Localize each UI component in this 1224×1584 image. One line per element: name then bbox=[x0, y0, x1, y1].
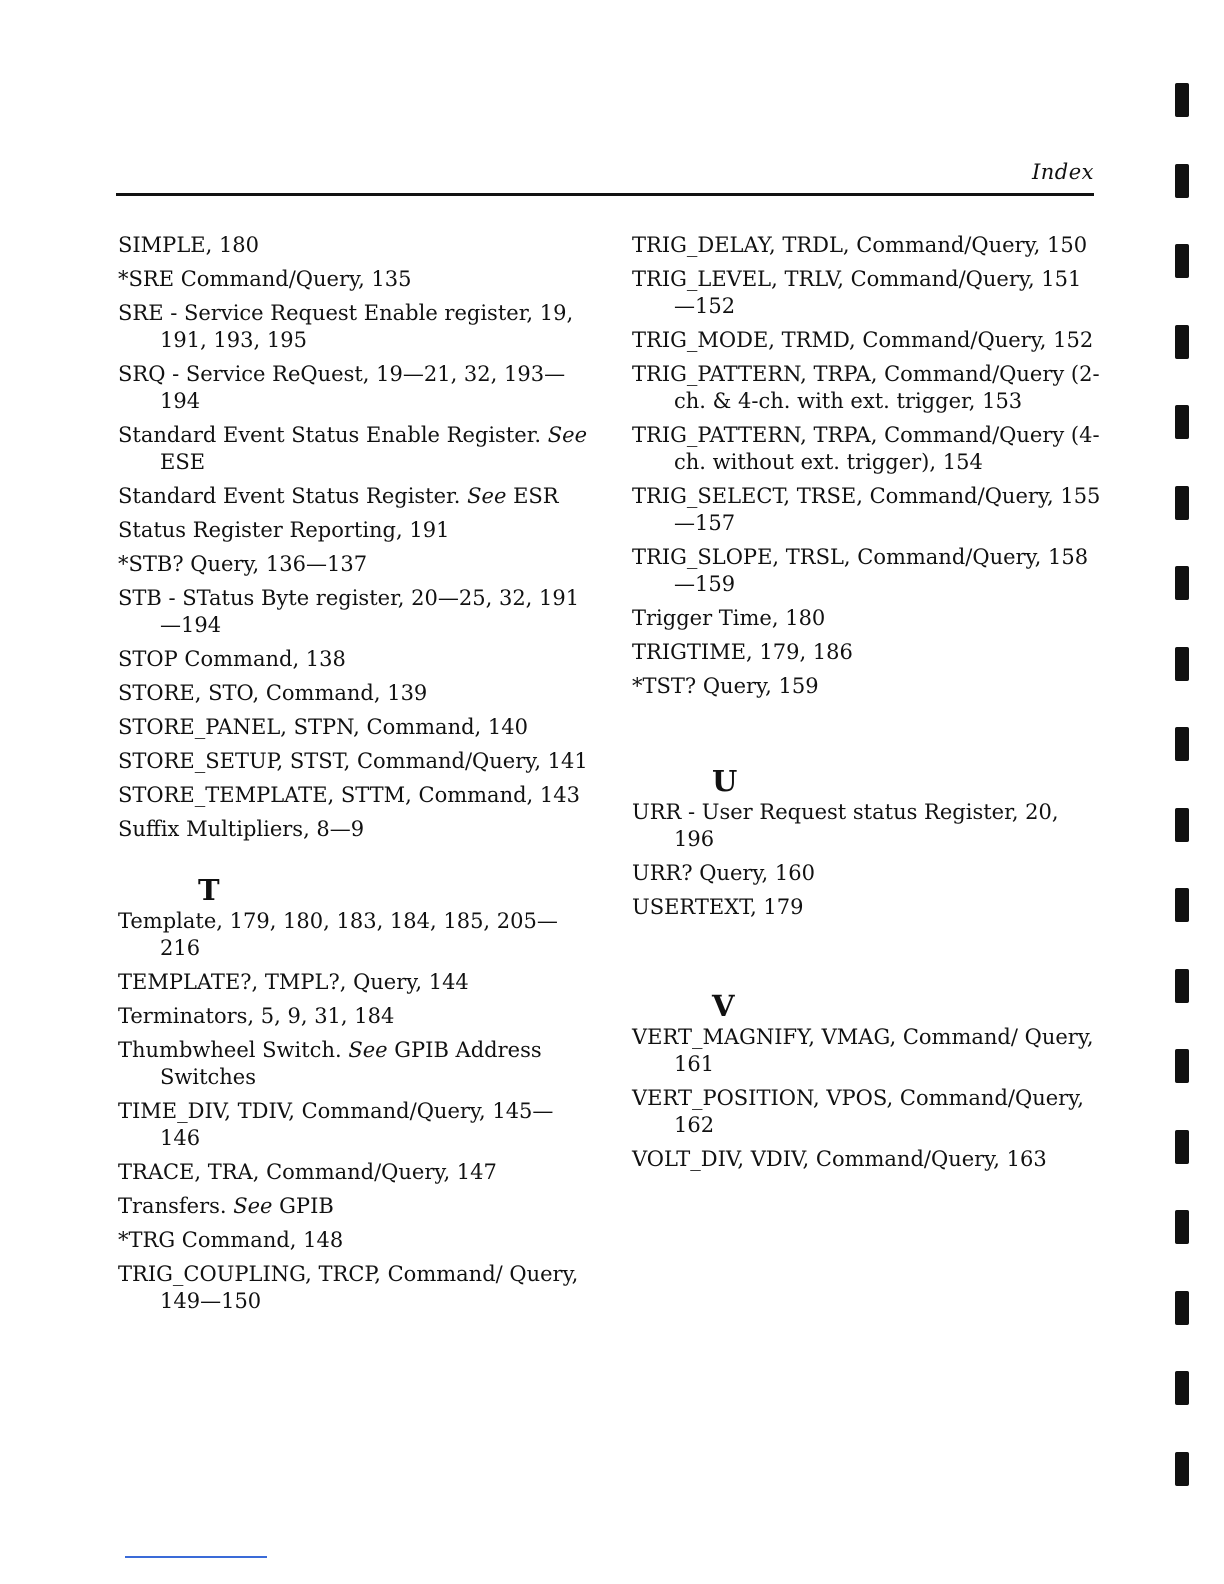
edge-tab-mark bbox=[1175, 325, 1189, 359]
index-entry bbox=[118, 1193, 588, 1220]
index-entry: USERTEXT, 179 bbox=[632, 895, 804, 919]
section-letter-t: T bbox=[198, 873, 220, 907]
index-entry: TRIG_PATTERN, TRPA, Command/Query (2-ch. & 4-ch. with ext. trigger, 153 bbox=[632, 362, 1100, 413]
edge-tab-mark bbox=[1175, 727, 1189, 761]
edge-tab-mark bbox=[1175, 83, 1189, 117]
entry-text: Standard Event Status Enable Register. bbox=[118, 423, 548, 447]
index-entry: SIMPLE, 180 bbox=[118, 233, 260, 257]
entry-text: ESR bbox=[506, 484, 559, 508]
index-entry bbox=[118, 1037, 588, 1091]
edge-tab-marks bbox=[1175, 0, 1195, 1584]
see-reference: See bbox=[233, 1194, 273, 1218]
index-entry: VERT_POSITION, VPOS, Command/Query, 162 bbox=[632, 1086, 1084, 1137]
edge-tab-mark bbox=[1175, 1049, 1189, 1083]
index-entry: TRIG_DELAY, TRDL, Command/Query, 150 bbox=[632, 233, 1088, 257]
entry-text: Thumbwheel Switch. bbox=[118, 1038, 349, 1062]
index-entry: *SRE Command/Query, 135 bbox=[118, 267, 412, 291]
index-entry: VOLT_DIV, VDIV, Command/Query, 163 bbox=[632, 1147, 1047, 1171]
see-reference: See bbox=[467, 484, 507, 508]
header-rule bbox=[116, 193, 1094, 196]
index-entry: *TRG Command, 148 bbox=[118, 1228, 344, 1252]
index-group-u bbox=[632, 799, 1102, 921]
index-entry: TRIG_LEVEL, TRLV, Command/Query, 151—152 bbox=[632, 267, 1082, 318]
entry-text: Transfers. bbox=[118, 1194, 234, 1218]
index-entry: Suffix Multipliers, 8—9 bbox=[118, 817, 365, 841]
index-entry: TRIG_COUPLING, TRCP, Command/ Query, 149—150 bbox=[118, 1262, 579, 1313]
index-entry: Template, 179, 180, 183, 184, 185, 205—216 bbox=[118, 909, 558, 960]
edge-tab-mark bbox=[1175, 888, 1189, 922]
index-entry: STORE_PANEL, STPN, Command, 140 bbox=[118, 715, 528, 739]
index-entry: STORE_SETUP, STST, Command/Query, 141 bbox=[118, 749, 588, 773]
index-group-t-cont bbox=[632, 232, 1102, 700]
see-reference: See bbox=[547, 423, 588, 447]
index-entry: SRE - Service Request Enable register, 19, 191, 193, 195 bbox=[118, 301, 574, 352]
index-entry: URR - User Request status Register, 20, 196 bbox=[632, 800, 1059, 851]
see-reference: See bbox=[348, 1038, 388, 1062]
index-entry: TRIGTIME, 179, 186 bbox=[632, 640, 853, 664]
index-entry: Terminators, 5, 9, 31, 184 bbox=[118, 1004, 395, 1028]
index-entry: TRACE, TRA, Command/Query, 147 bbox=[118, 1160, 497, 1184]
index-group-s bbox=[118, 232, 588, 843]
index-entry: STOP Command, 138 bbox=[118, 647, 346, 671]
section-gap bbox=[118, 850, 588, 872]
index-group-v bbox=[632, 1024, 1102, 1173]
left-column bbox=[118, 232, 588, 1322]
index-entry bbox=[118, 483, 588, 510]
section-gap bbox=[632, 928, 1102, 988]
edge-tab-mark bbox=[1175, 244, 1189, 278]
index-entry: TRIG_PATTERN, TRPA, Command/Query (4-ch. without ext. trigger), 154 bbox=[632, 423, 1100, 474]
edge-tab-mark bbox=[1175, 808, 1189, 842]
right-column bbox=[632, 232, 1102, 1180]
index-entry: STB - STatus Byte register, 20—25, 32, 191—194 bbox=[118, 586, 580, 637]
edge-tab-mark bbox=[1175, 164, 1189, 198]
section-letter-v: V bbox=[712, 989, 735, 1023]
index-entry: Status Register Reporting, 191 bbox=[118, 518, 450, 542]
edge-tab-mark bbox=[1175, 647, 1189, 681]
index-group-t bbox=[118, 908, 588, 1315]
index-entry: TIME_DIV, TDIV, Command/Query, 145—146 bbox=[118, 1099, 554, 1150]
edge-tab-mark bbox=[1175, 1291, 1189, 1325]
index-entry: URR? Query, 160 bbox=[632, 861, 815, 885]
running-header: Index bbox=[1031, 160, 1094, 184]
entry-text: GPIB Address Switches bbox=[160, 1038, 542, 1089]
index-entry: Trigger Time, 180 bbox=[632, 606, 826, 630]
index-entry: VERT_MAGNIFY, VMAG, Command/ Query, 161 bbox=[632, 1025, 1094, 1076]
index-entry: TRIG_SLOPE, TRSL, Command/Query, 158—159 bbox=[632, 545, 1089, 596]
entry-text: ESE bbox=[160, 450, 206, 474]
edge-tab-mark bbox=[1175, 1210, 1189, 1244]
edge-tab-mark bbox=[1175, 1130, 1189, 1164]
entry-text: Standard Event Status Register. bbox=[118, 484, 468, 508]
index-entry bbox=[118, 422, 588, 476]
entry-text: GPIB bbox=[272, 1194, 334, 1218]
edge-tab-mark bbox=[1175, 405, 1189, 439]
index-entry: STORE_TEMPLATE, STTM, Command, 143 bbox=[118, 783, 580, 807]
index-entry: TRIG_SELECT, TRSE, Command/Query, 155—157 bbox=[632, 484, 1101, 535]
index-entry: *STB? Query, 136—137 bbox=[118, 552, 368, 576]
edge-tab-mark bbox=[1175, 566, 1189, 600]
section-letter-u: U bbox=[712, 764, 738, 798]
index-entry: TRIG_MODE, TRMD, Command/Query, 152 bbox=[632, 328, 1094, 352]
index-entry: STORE, STO, Command, 139 bbox=[118, 681, 428, 705]
edge-tab-mark bbox=[1175, 1452, 1189, 1486]
edge-tab-mark bbox=[1175, 486, 1189, 520]
footer-line bbox=[125, 1556, 267, 1558]
section-gap bbox=[632, 707, 1102, 763]
index-entry: TEMPLATE?, TMPL?, Query, 144 bbox=[118, 970, 469, 994]
index-entry: *TST? Query, 159 bbox=[632, 674, 819, 698]
edge-tab-mark bbox=[1175, 969, 1189, 1003]
index-entry: SRQ - Service ReQuest, 19—21, 32, 193—194 bbox=[118, 362, 566, 413]
edge-tab-mark bbox=[1175, 1371, 1189, 1405]
